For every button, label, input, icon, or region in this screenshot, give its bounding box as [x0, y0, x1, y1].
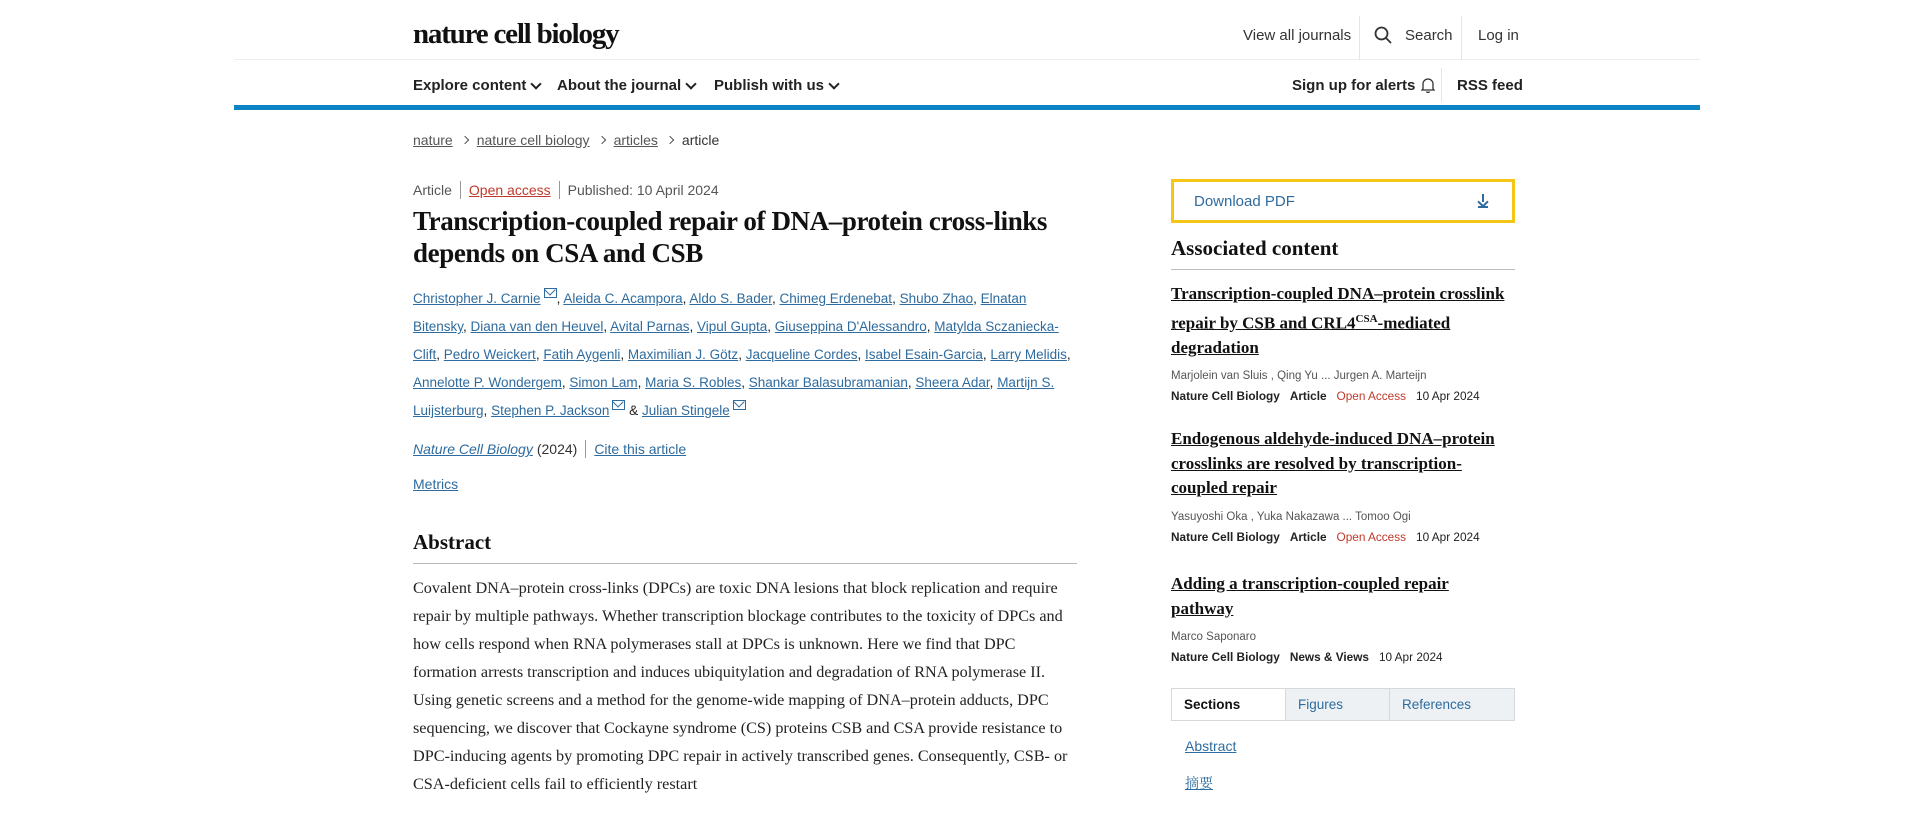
author-link[interactable]: Maria S. Robles [645, 375, 742, 390]
author-link[interactable]: Chimeg Erdenebat [779, 291, 893, 306]
associated-item-meta [1171, 530, 1515, 544]
author-link[interactable]: Pedro Weickert [443, 347, 536, 362]
meta-divider [559, 181, 560, 199]
item-journal: Nature Cell Biology [1171, 650, 1280, 664]
tab-figures[interactable]: Figures [1286, 689, 1390, 720]
item-type: Article [1289, 389, 1327, 404]
associated-item [1171, 572, 1515, 664]
download-label: Download PDF [1194, 192, 1295, 210]
chevron-down-icon [531, 78, 542, 89]
citation-line [413, 440, 686, 458]
title-superscript: CSA [1355, 312, 1378, 325]
search-button[interactable]: Search [1405, 27, 1453, 44]
nav-label: Explore content [413, 77, 527, 94]
download-pdf-button[interactable] [1171, 179, 1515, 223]
associated-item-title[interactable] [1171, 282, 1515, 360]
nav-label: Publish with us [714, 77, 825, 94]
item-journal: Nature Cell Biology [1171, 389, 1280, 404]
item-access: Open Access [1336, 529, 1407, 544]
journal-logo[interactable]: nature cell biology [413, 18, 619, 50]
meta-divider [460, 181, 461, 199]
rss-feed-link[interactable]: RSS feed [1457, 77, 1523, 94]
author-link[interactable]: Annelotte P. Wondergem [413, 375, 562, 390]
item-type: News & Views [1289, 650, 1369, 664]
breadcrumb-current: article [681, 132, 720, 148]
item-date: 10 Apr 2024 [1416, 389, 1480, 404]
author-link[interactable]: Shankar Balasubramanian [748, 375, 908, 390]
email-icon[interactable] [733, 400, 746, 410]
article-title: Transcription-coupled repair of DNA–protein cross-links depends on CSA and CSB [413, 206, 1048, 268]
breadcrumb-nature[interactable]: nature [413, 132, 453, 148]
author-link[interactable]: Isabel Esain-Garcia [865, 347, 983, 362]
tab-references[interactable]: References [1402, 697, 1472, 712]
download-icon [1478, 194, 1488, 208]
alerts-signup-link[interactable] [1292, 77, 1435, 94]
bell-icon [1421, 78, 1435, 93]
item-date: 10 Apr 2024 [1416, 529, 1480, 544]
associated-item-meta [1171, 650, 1515, 664]
associated-item-authors: Marjolein van Sluis , Qing Yu ... Jurgen A. Marteijn [1171, 370, 1427, 383]
nav-divider [1441, 68, 1442, 102]
alerts-label: Sign up for alerts [1292, 77, 1416, 94]
metrics-link[interactable]: Metrics [413, 476, 459, 492]
associated-item [1171, 282, 1515, 403]
header-divider [1461, 16, 1462, 60]
author-link[interactable]: Jacqueline Cordes [745, 347, 858, 362]
abstract-heading: Abstract [413, 530, 1077, 564]
search-icon[interactable] [1374, 26, 1392, 48]
cite-article-link[interactable]: Cite this article [594, 441, 687, 457]
author-link[interactable]: Stephen P. Jackson [491, 403, 610, 418]
author-link[interactable]: Aleida C. Acampora [563, 291, 683, 306]
chevron-down-icon [828, 78, 839, 89]
associated-item-title[interactable]: Endogenous aldehyde-induced DNA–protein crosslinks are resolved by transcription-coupled repair [1171, 429, 1495, 497]
journal-link[interactable]: Nature Cell Biology [413, 441, 533, 457]
email-icon[interactable] [612, 400, 625, 410]
email-icon[interactable] [544, 288, 557, 298]
toc-summary-link[interactable]: 摘要 [1185, 775, 1213, 791]
author-link[interactable]: Vipul Gupta [696, 319, 768, 334]
article-type: Article [413, 182, 452, 198]
author-link[interactable]: Aldo S. Bader [689, 291, 772, 306]
chevron-right-icon [460, 136, 468, 144]
sidebar-tabs [1171, 688, 1515, 721]
associated-content-heading: Associated content [1171, 236, 1515, 270]
tab-sections[interactable]: Sections [1172, 689, 1286, 720]
author-link[interactable]: Avital Parnas [610, 319, 690, 334]
item-access: Open Access [1336, 389, 1407, 404]
nav-explore-content[interactable] [413, 77, 540, 94]
breadcrumb-nature-cell-biology[interactable]: nature cell biology [476, 132, 590, 148]
article-meta [413, 181, 719, 199]
author-link[interactable]: Sheera Adar [915, 375, 990, 390]
toc-abstract-link[interactable]: Abstract [1185, 738, 1237, 754]
author-link[interactable]: Shubo Zhao [899, 291, 974, 306]
associated-item-authors: Marco Saponaro [1171, 631, 1257, 643]
author-ampersand: & [629, 403, 639, 418]
author-link[interactable]: Martijn S. Luijsterburg [413, 375, 1055, 418]
article-year: (2024) [536, 441, 578, 457]
chevron-right-icon [597, 136, 605, 144]
associated-item [1171, 427, 1515, 544]
published-date: Published: 10 April 2024 [567, 182, 719, 198]
associated-item-meta [1171, 389, 1515, 403]
abstract-text: Covalent DNA–protein cross-links (DPCs) are toxic DNA lesions that block replication and require repair by multiple pathways. Whether transcription blockage contributes to the toxicity of DPCs and how cells respond when RNA polymerases stall at DPCs is unknown. Here we find that DPC formation arrests transcription and induces ubiquitylation and degradation of RNA polymerase II. Using genetic screens and a method for the genome-wide mapping of DNA–protein adducts, DPC sequencing, we discover that Cockayne syndrome (CS) proteins CSB and CSA provide resistance to DPC-inducing agents by promoting DPC repair in actively transcribed genes. Consequently, CSB- or CSA-deficient cells fail to efficiently restart [413, 579, 1068, 793]
author-link[interactable]: Simon Lam [569, 375, 638, 390]
nav-publish-with-us[interactable] [714, 77, 838, 94]
author-link[interactable]: Fatih Aygenli [543, 347, 621, 362]
author-link[interactable]: Christopher J. Carnie [413, 291, 541, 306]
breadcrumb-articles[interactable]: articles [613, 132, 658, 148]
title-text: -mediated degradation [1171, 313, 1451, 357]
author-link[interactable]: Maximilian J. Götz [627, 347, 739, 362]
author-list: Christopher J. Carnie , Aleida C. Acampora, Aldo S. Bader, Chimeg Erdenebat, Shubo Zhao, Elnatan Bitensky, Diana van den Heuvel, Avital Parnas, Vipul Gupta, Giuseppina D'Alessandro, Matylda Sczaniecka-Clift, Pedro Weickert, Fatih Aygenli, Maximilian J. Götz, Jacqueline Cordes, Isabel Esain-Garcia, Larry Melidis, Annelotte P. Wondergem, Simon Lam, Maria S. Robles, Shankar Balasubramanian, Sheera Adar, Martijn S. Luijsterburg, Stephen P. Jackson & Julian Stingele [413, 285, 1083, 425]
open-access-link[interactable]: Open access [468, 182, 551, 198]
meta-divider [585, 440, 586, 458]
associated-item-title[interactable]: Adding a transcription-coupled repair pathway [1171, 574, 1449, 618]
nav-about-journal[interactable] [557, 77, 695, 94]
title-text: Transcription-coupled DNA–protein crosslink repair by CSB and CRL4 [1171, 284, 1505, 333]
author-link[interactable]: Elnatan Bitensky [413, 291, 1027, 334]
view-all-journals-link[interactable]: View all journals [1243, 27, 1352, 44]
item-type: Article [1289, 529, 1327, 544]
login-link[interactable]: Log in [1478, 27, 1519, 44]
chevron-down-icon [685, 78, 696, 89]
item-journal: Nature Cell Biology [1171, 529, 1280, 544]
nav-label: About the journal [557, 77, 682, 94]
header-divider [1359, 16, 1360, 60]
chevron-right-icon [666, 136, 674, 144]
author-link[interactable]: Giuseppina D'Alessandro [774, 319, 927, 334]
breadcrumb [413, 132, 719, 148]
author-link[interactable]: Larry Melidis [990, 347, 1067, 362]
author-link[interactable]: Julian Stingele [641, 403, 730, 418]
author-link[interactable]: Matylda Sczaniecka-Clift [413, 319, 1059, 362]
item-date: 10 Apr 2024 [1378, 650, 1443, 664]
associated-item-authors: Yasuyoshi Oka , Yuka Nakazawa ... Tomoo Ogi [1171, 510, 1411, 523]
author-link[interactable]: Diana van den Heuvel [470, 319, 604, 334]
